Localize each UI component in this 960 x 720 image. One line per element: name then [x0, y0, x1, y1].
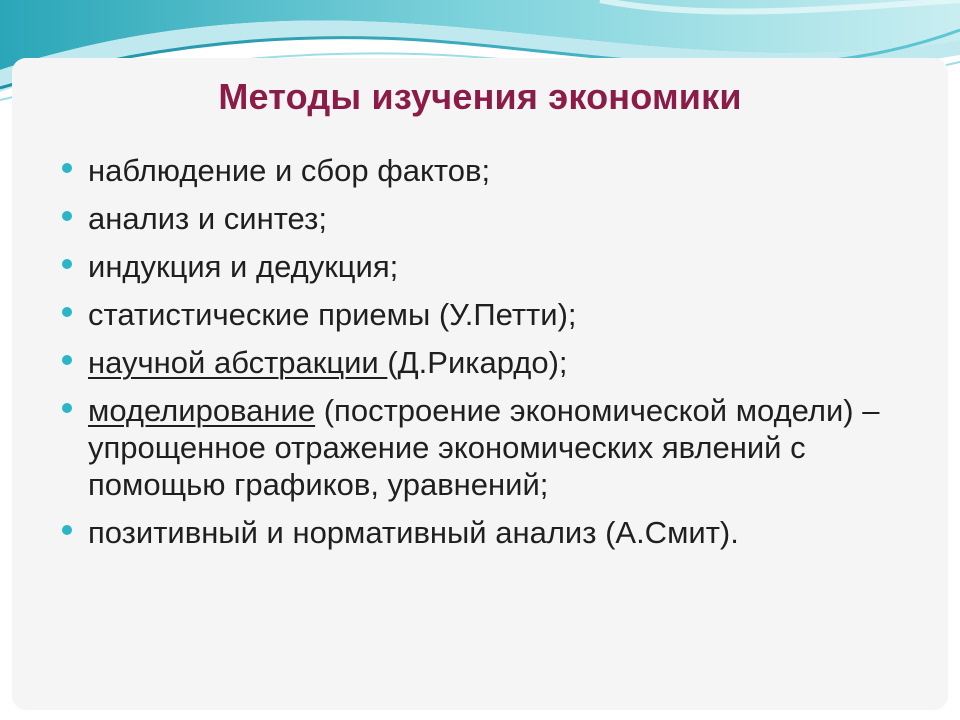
list-item — [62, 514, 922, 551]
list-item — [62, 392, 922, 503]
list-item-underlined-text: научной абстракции — [88, 345, 388, 380]
list-item-text: наблюдение и сбор фактов; — [88, 153, 491, 188]
list-item-text: анализ и синтез; — [88, 201, 327, 236]
bullet-icon — [62, 259, 72, 269]
list-item-text: (Д.Рикардо); — [387, 345, 568, 380]
list-item-text: позитивный и нормативный анализ (А.Смит). — [88, 515, 739, 550]
bullet-icon — [62, 211, 72, 221]
bullet-icon — [62, 525, 72, 535]
list-item-text: статистические приемы (У.Петти); — [88, 297, 577, 332]
list-item — [62, 296, 922, 333]
bullet-icon — [62, 403, 72, 413]
list-item — [62, 200, 922, 237]
bullet-icon — [62, 163, 72, 173]
bullet-icon — [62, 307, 72, 317]
slide-title: Методы изучения экономики — [218, 76, 742, 117]
list-item-text: (построение экономической модели) – упрощенное отражение экономических явлений с помощью графиков, уравнений; — [88, 393, 880, 502]
list-item-underlined-text: моделирование — [88, 393, 316, 428]
list-item — [62, 152, 922, 189]
bullet-icon — [62, 355, 72, 365]
list-item — [62, 344, 922, 381]
list-item — [62, 248, 922, 285]
bullet-list — [62, 152, 922, 562]
list-item-text: индукция и дедукция; — [88, 249, 399, 284]
